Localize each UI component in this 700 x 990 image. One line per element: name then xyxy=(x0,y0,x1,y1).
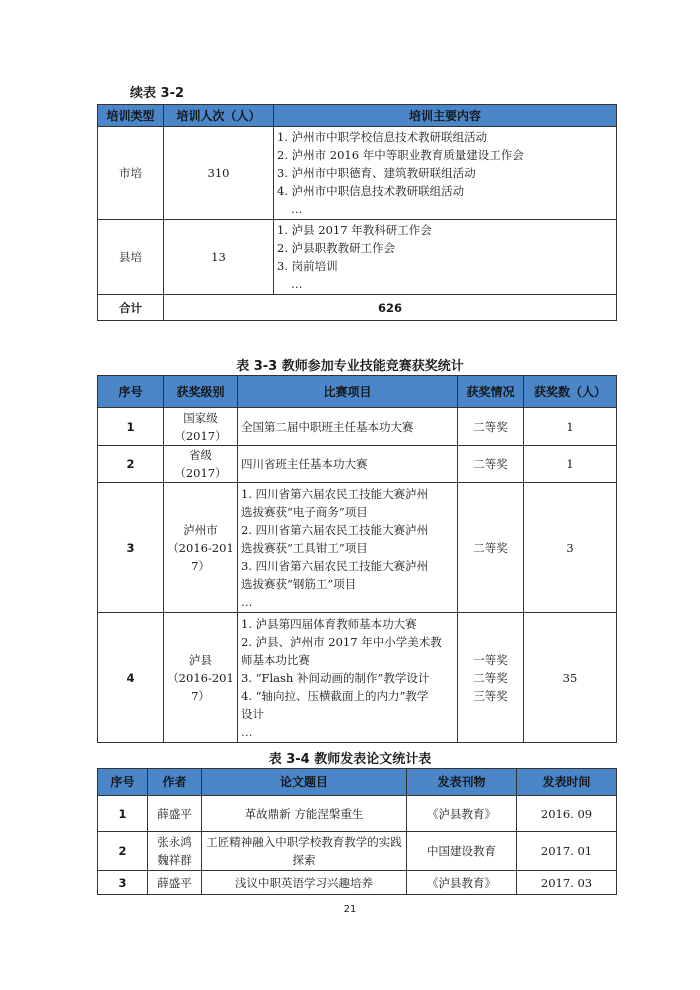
header-training-count: 培训人次（人） xyxy=(164,105,274,127)
header-training-content: 培训主要内容 xyxy=(274,105,617,127)
award-count: 35 xyxy=(524,613,617,743)
header-training-type: 培训类型 xyxy=(98,105,164,127)
training-type: 市培 xyxy=(98,127,164,220)
event-name: 1. 泸县第四届体育教师基本功大赛 2. 泸县、泸州市 2017 年中小学美术教 师基本功比赛 3. “Flash 补间动画的制作”教学设计 4. “轴向拉、压横截面上的内力”教学 设计 … xyxy=(238,613,458,743)
event-name: 1. 四川省第六届农民工技能大赛泸州 选拔赛获“电子商务”项目 2. 四川省第六届农民工技能大赛泸州 选拔赛获“工具钳工”项目 3. 四川省第六届农民工技能大赛泸州 选拔赛获“钢筋工”项目 … xyxy=(238,483,458,613)
award-count: 3 xyxy=(524,483,617,613)
table-row xyxy=(98,220,617,295)
header-event: 比赛项目 xyxy=(238,376,458,408)
award-count: 1 xyxy=(524,446,617,483)
header-author: 作者 xyxy=(148,769,202,796)
award-result: 二等奖 xyxy=(458,408,524,446)
event-name: 全国第二届中职班主任基本功大赛 xyxy=(238,408,458,446)
award-level: 省级（2017） xyxy=(164,446,238,483)
row-number: 3 xyxy=(98,483,164,613)
journal: 中国建设教育 xyxy=(407,832,517,871)
header-award-count: 获奖数（人） xyxy=(524,376,617,408)
table-cont-caption: 续表 3-2 xyxy=(130,86,185,101)
table-row xyxy=(98,446,617,483)
competition-table xyxy=(97,375,617,743)
publish-date: 2017. 03 xyxy=(517,871,617,895)
paper-title: 工匠精神融入中职学校教育教学的实践 探索 xyxy=(202,832,407,871)
training-count: 13 xyxy=(164,220,274,295)
award-result: 二等奖 xyxy=(458,446,524,483)
table-34-caption: 表 3-4 教师发表论文统计表 xyxy=(268,752,432,767)
header-no: 序号 xyxy=(98,376,164,408)
table-row xyxy=(98,483,617,613)
table-row-total xyxy=(98,295,617,321)
table-row xyxy=(98,871,617,895)
journal: 《泸县教育》 xyxy=(407,871,517,895)
header-journal: 发表刊物 xyxy=(407,769,517,796)
row-number: 1 xyxy=(98,408,164,446)
paper-title: 浅议中职英语学习兴趣培养 xyxy=(202,871,407,895)
total-value: 626 xyxy=(164,295,617,321)
header-title: 论文题目 xyxy=(202,769,407,796)
author: 薛盛平 xyxy=(148,796,202,832)
award-level: 国家级 （2017） xyxy=(164,408,238,446)
page-number: 21 xyxy=(343,904,357,915)
row-number: 1 xyxy=(98,796,148,832)
award-result: 二等奖 xyxy=(458,483,524,613)
event-name: 四川省班主任基本功大赛 xyxy=(238,446,458,483)
publish-date: 2017. 01 xyxy=(517,832,617,871)
author: 薛盛平 xyxy=(148,871,202,895)
training-content: 1. 泸州市中职学校信息技术教研联组活动 2. 泸州市 2016 年中等职业教育质量建设工作会 3. 泸州市中职德育、建筑教研联组活动 4. 泸州市中职信息技术教研联组活动 … xyxy=(274,127,617,220)
award-level: 泸州市 （2016-201 7） xyxy=(164,483,238,613)
training-content: 1. 泸县 2017 年教科研工作会 2. 泸县职教教研工作会 3. 岗前培训 … xyxy=(274,220,617,295)
award-count: 1 xyxy=(524,408,617,446)
table-33-caption: 表 3-3 教师参加专业技能竞赛获奖统计 xyxy=(236,359,464,374)
row-number: 4 xyxy=(98,613,164,743)
training-count: 310 xyxy=(164,127,274,220)
row-number: 2 xyxy=(98,446,164,483)
award-result: 一等奖 二等奖 三等奖 xyxy=(458,613,524,743)
header-level: 获奖级别 xyxy=(164,376,238,408)
table-row xyxy=(98,127,617,220)
publish-date: 2016. 09 xyxy=(517,796,617,832)
training-type: 县培 xyxy=(98,220,164,295)
row-number: 3 xyxy=(98,871,148,895)
header-result: 获奖情况 xyxy=(458,376,524,408)
header-date: 发表时间 xyxy=(517,769,617,796)
header-no: 序号 xyxy=(98,769,148,796)
award-level: 泸县 （2016-201 7） xyxy=(164,613,238,743)
journal: 《泸县教育》 xyxy=(407,796,517,832)
table-row xyxy=(98,408,617,446)
author: 张永鸿 魏祥群 xyxy=(148,832,202,871)
table-row xyxy=(98,613,617,743)
total-label: 合计 xyxy=(98,295,164,321)
table-row xyxy=(98,796,617,832)
training-table xyxy=(97,104,617,321)
paper-title: 革故鼎新 方能涅槃重生 xyxy=(202,796,407,832)
row-number: 2 xyxy=(98,832,148,871)
table-row xyxy=(98,832,617,871)
papers-table xyxy=(97,768,617,895)
